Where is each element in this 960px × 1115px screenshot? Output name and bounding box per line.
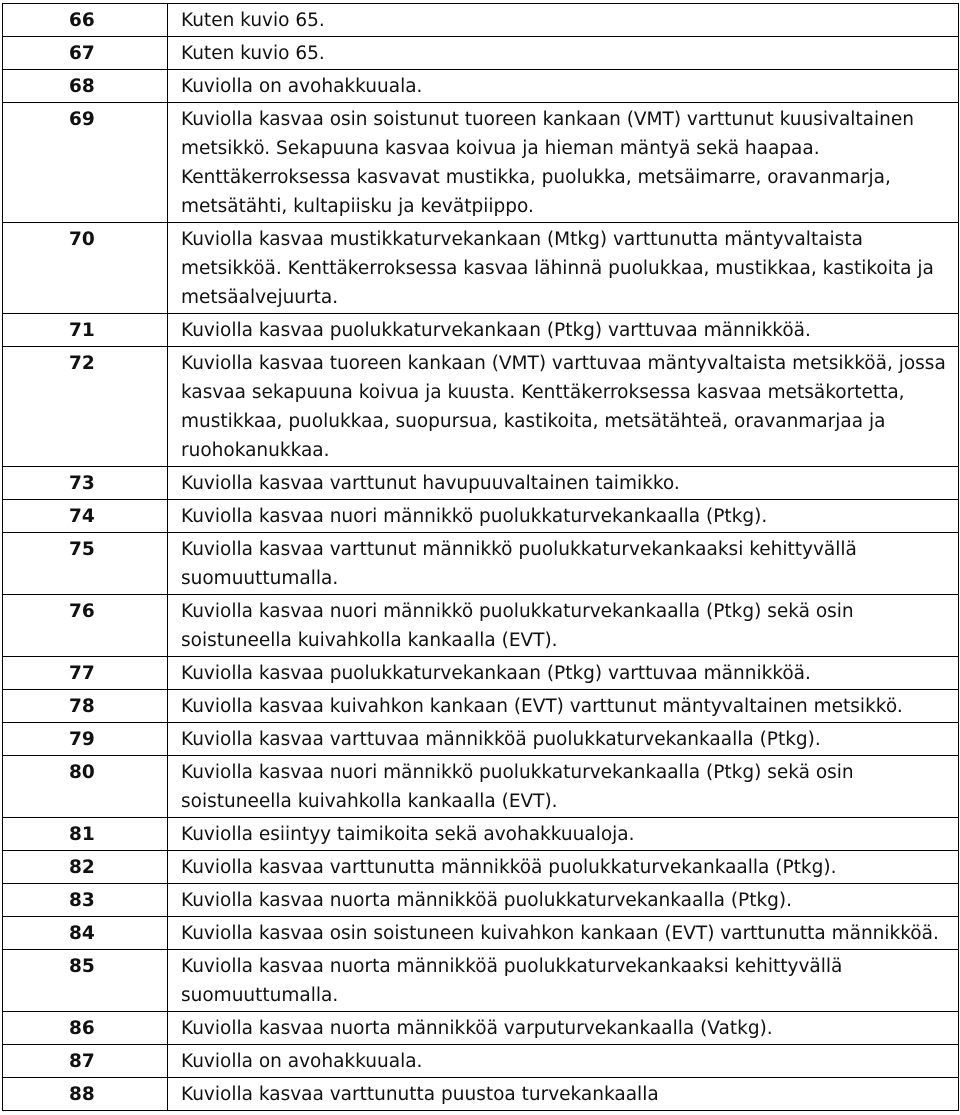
stand-number: 73 <box>3 467 168 500</box>
table-row <box>3 851 959 884</box>
stand-number: 86 <box>3 1012 168 1045</box>
stand-number: 88 <box>3 1078 168 1111</box>
table-row <box>3 223 959 314</box>
stand-description: Kuviolla kasvaa varttunut männikkö puolukkaturvekankaaksi kehittyvällä suomuuttumalla. <box>168 533 959 595</box>
stand-description: Kuviolla kasvaa osin soistunut tuoreen kankaan (VMT) varttunut kuusivaltainen metsikkö. Sekapuuna kasvaa koivua ja hieman mäntyä sekä haapaa. Kenttäkerroksessa kasvavat mustikka, puolukka, metsäimarre, oravanmarja, metsätähti, kultapiisku ja kevätpiippo. <box>168 103 959 223</box>
table-row <box>3 533 959 595</box>
stand-number: 76 <box>3 595 168 657</box>
stand-description: Kuviolla kasvaa osin soistuneen kuivahkon kankaan (EVT) varttunutta männikköä. <box>168 917 959 950</box>
stand-number: 68 <box>3 70 168 103</box>
table-row <box>3 467 959 500</box>
stand-number: 85 <box>3 950 168 1012</box>
stand-number: 81 <box>3 818 168 851</box>
table-row <box>3 37 959 70</box>
stand-description: Kuviolla kasvaa nuori männikkö puolukkaturvekankaalla (Ptkg) sekä osin soistuneella kuivahkolla kankaalla (EVT). <box>168 756 959 818</box>
table-row <box>3 500 959 533</box>
stand-number: 82 <box>3 851 168 884</box>
stand-number: 71 <box>3 314 168 347</box>
stand-description: Kuviolla kasvaa nuori männikkö puolukkaturvekankaalla (Ptkg). <box>168 500 959 533</box>
table-row <box>3 347 959 467</box>
stand-description: Kuviolla kasvaa varttunutta männikköä puolukkaturvekankaalla (Ptkg). <box>168 851 959 884</box>
stand-description: Kuviolla kasvaa tuoreen kankaan (VMT) varttuvaa mäntyvaltaista metsikköä, jossa kasvaa sekapuuna koivua ja kuusta. Kenttäkerroksessa kasvaa metsäkortetta, mustikkaa, puolukkaa, suopursua, kastikoita, metsätähteä, oravanmarjaa ja ruohokanukkaa. <box>168 347 959 467</box>
table-row <box>3 818 959 851</box>
stand-number: 66 <box>3 4 168 37</box>
stand-number: 78 <box>3 690 168 723</box>
stand-number: 72 <box>3 347 168 467</box>
stand-description: Kuviolla kasvaa varttunut havupuuvaltainen taimikko. <box>168 467 959 500</box>
table-row <box>3 1012 959 1045</box>
table-row <box>3 1078 959 1111</box>
table-row <box>3 314 959 347</box>
stand-description-table <box>2 3 959 1111</box>
stand-number: 80 <box>3 756 168 818</box>
table-body <box>3 4 959 1111</box>
stand-description: Kuviolla esiintyy taimikoita sekä avohakkuualoja. <box>168 818 959 851</box>
stand-description: Kuviolla kasvaa nuorta männikköä varputurvekankaalla (Vatkg). <box>168 1012 959 1045</box>
stand-number: 83 <box>3 884 168 917</box>
stand-description: Kuten kuvio 65. <box>168 37 959 70</box>
table-row <box>3 690 959 723</box>
stand-number: 74 <box>3 500 168 533</box>
table-row <box>3 1045 959 1078</box>
stand-description: Kuviolla on avohakkuuala. <box>168 1045 959 1078</box>
stand-number: 67 <box>3 37 168 70</box>
stand-description: Kuviolla kasvaa puolukkaturvekankaan (Ptkg) varttuvaa männikköä. <box>168 657 959 690</box>
stand-number: 87 <box>3 1045 168 1078</box>
stand-description: Kuviolla kasvaa kuivahkon kankaan (EVT) varttunut mäntyvaltainen metsikkö. <box>168 690 959 723</box>
table-row <box>3 70 959 103</box>
stand-description: Kuviolla kasvaa nuori männikkö puolukkaturvekankaalla (Ptkg) sekä osin soistuneella kuivahkolla kankaalla (EVT). <box>168 595 959 657</box>
stand-number: 75 <box>3 533 168 595</box>
stand-description: Kuviolla on avohakkuuala. <box>168 70 959 103</box>
table-row <box>3 4 959 37</box>
stand-description: Kuviolla kasvaa nuorta männikköä puolukkaturvekankaaksi kehittyvällä suomuuttumalla. <box>168 950 959 1012</box>
stand-description: Kuten kuvio 65. <box>168 4 959 37</box>
stand-description: Kuviolla kasvaa mustikkaturvekankaan (Mtkg) varttunutta mäntyvaltaista metsikköä. Kenttäkerroksessa kasvaa lähinnä puolukkaa, mustikkaa, kastikoita ja metsäalvejuurta. <box>168 223 959 314</box>
table-row <box>3 884 959 917</box>
stand-description: Kuviolla kasvaa varttunutta puustoa turvekankaalla <box>168 1078 959 1111</box>
table-row <box>3 756 959 818</box>
stand-number: 70 <box>3 223 168 314</box>
stand-number: 84 <box>3 917 168 950</box>
stand-description: Kuviolla kasvaa nuorta männikköä puolukkaturvekankaalla (Ptkg). <box>168 884 959 917</box>
table-row <box>3 723 959 756</box>
stand-number: 77 <box>3 657 168 690</box>
stand-description: Kuviolla kasvaa puolukkaturvekankaan (Ptkg) varttuvaa männikköä. <box>168 314 959 347</box>
table-row <box>3 595 959 657</box>
table-row <box>3 657 959 690</box>
stand-number: 79 <box>3 723 168 756</box>
table-row <box>3 103 959 223</box>
table-row <box>3 917 959 950</box>
table-row <box>3 950 959 1012</box>
stand-number: 69 <box>3 103 168 223</box>
stand-description: Kuviolla kasvaa varttuvaa männikköä puolukkaturvekankaalla (Ptkg). <box>168 723 959 756</box>
